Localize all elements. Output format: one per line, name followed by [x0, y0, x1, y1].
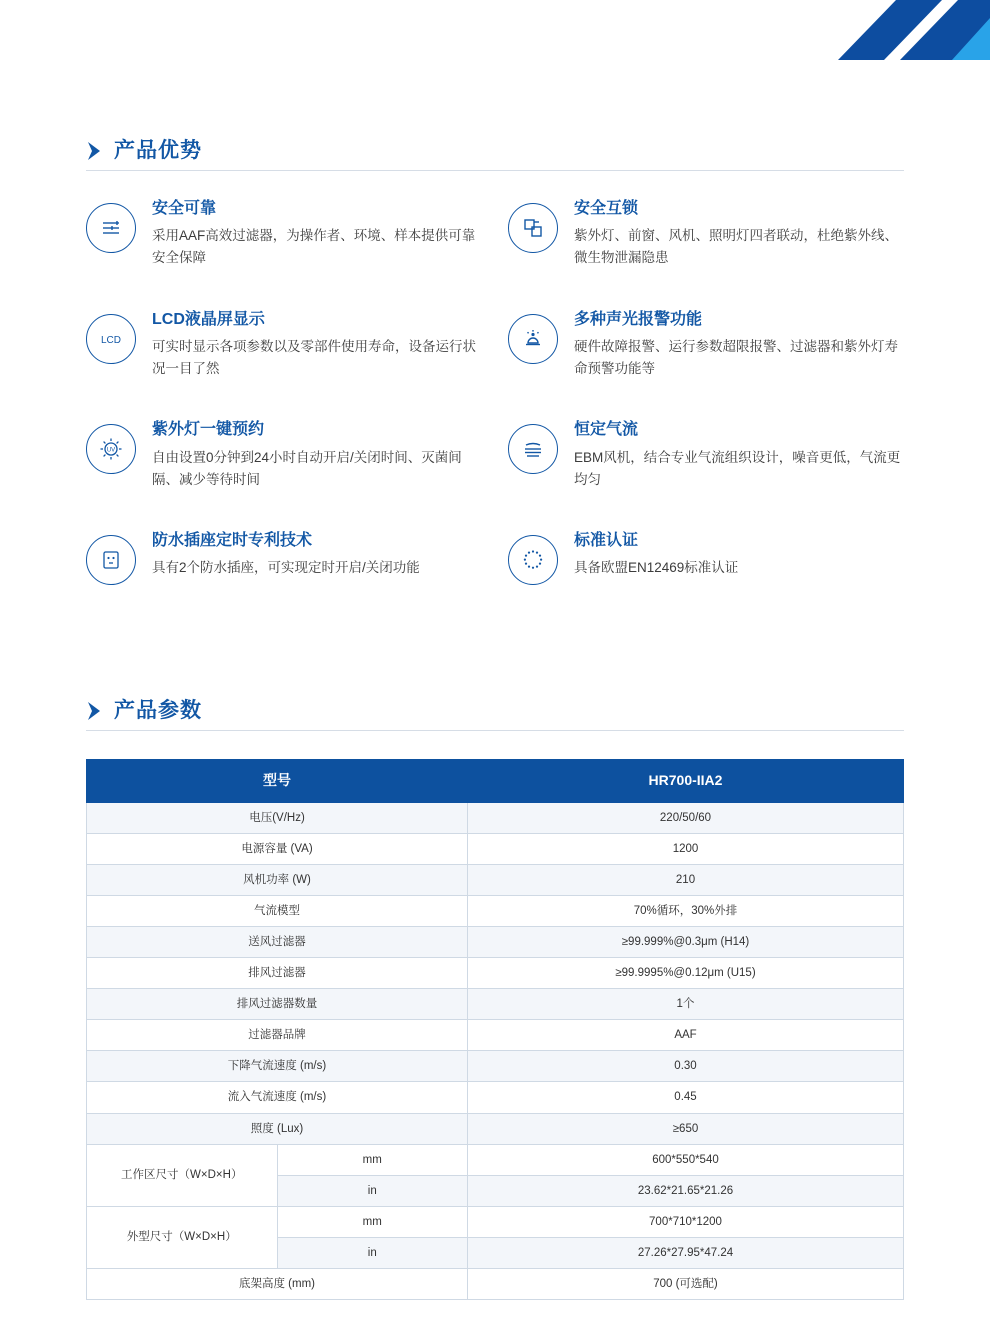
interlock-icon-glyph [521, 216, 545, 240]
advantage-text [152, 420, 482, 491]
advantage-text [574, 310, 904, 381]
row-label: 送风过滤器 [87, 926, 468, 957]
table-row [87, 958, 904, 989]
row-unit: in [277, 1237, 468, 1268]
corner-decoration [790, 0, 990, 60]
row-unit: mm [277, 1206, 468, 1237]
table-header-row [87, 760, 904, 803]
row-label: 照度 (Lux) [87, 1113, 468, 1144]
row-value: 1200 [468, 833, 904, 864]
parameters-section [86, 700, 904, 1300]
lcd-icon [86, 314, 136, 364]
table-row [87, 895, 904, 926]
table-row [87, 1020, 904, 1051]
filter-lines-icon-glyph [99, 216, 123, 240]
advantage-title: 标准认证 [574, 532, 639, 550]
table-row [87, 1082, 904, 1113]
table-row [87, 1113, 904, 1144]
advantage-title: 安全可靠 [152, 200, 217, 217]
row-value: 70%循环，30%外排 [468, 895, 904, 926]
advantage-item [86, 199, 482, 270]
advantage-item [86, 310, 482, 381]
table-head [87, 760, 904, 803]
parameters-heading [86, 700, 904, 731]
row-label: 风机功率 (W) [87, 864, 468, 895]
chevron-right-icon [86, 141, 104, 161]
advantage-desc: EBM风机，结合专业气流组织设计，噪音更低，气流更均匀 [574, 449, 901, 487]
advantage-text [152, 531, 482, 579]
advantage-item [86, 531, 482, 585]
advantage-item [508, 531, 904, 585]
row-value: AAF [468, 1020, 904, 1051]
table-row [87, 1206, 904, 1237]
corner-decoration-shapes [790, 0, 990, 60]
row-value: ≥99.999%@0.3μm (H14) [468, 926, 904, 957]
airflow-icon-glyph [521, 437, 545, 461]
uv-lamp-icon-glyph [98, 436, 124, 462]
advantage-desc: 采用AAF高效过滤器，为操作者、环境、样本提供可靠安全保障 [152, 228, 476, 266]
advantage-text [152, 310, 482, 381]
advantage-text [574, 199, 904, 270]
row-value: ≥650 [468, 1113, 904, 1144]
advantage-title: 多种声光报警功能 [574, 310, 703, 328]
row-label: 电源容量 (VA) [87, 833, 468, 864]
socket-icon [86, 535, 136, 585]
advantage-desc: 具有2个防水插座，可实现定时开启/关闭功能 [152, 560, 420, 576]
advantage-title: 安全互锁 [574, 200, 639, 217]
advantage-title: LCD液晶屏显示 [152, 310, 265, 328]
advantage-desc: 紫外灯、前窗、风机、照明灯四者联动，杜绝紫外线、微生物泄漏隐患 [574, 228, 898, 266]
advantage-desc: 具备欧盟EN12469标准认证 [574, 560, 739, 576]
row-label: 工作区尺寸（W×D×H） [87, 1144, 278, 1206]
advantage-text [574, 531, 904, 579]
row-label: 底架高度 (mm) [87, 1269, 468, 1300]
table-row [87, 1144, 904, 1175]
row-label: 流入气流速度 (m/s) [87, 1082, 468, 1113]
advantages-heading [86, 140, 904, 171]
row-value: 700*710*1200 [468, 1206, 904, 1237]
table-row [87, 833, 904, 864]
row-label: 排风过滤器数量 [87, 989, 468, 1020]
alarm-icon-glyph [521, 327, 545, 351]
advantage-item [86, 420, 482, 491]
table-header-value: HR700-IIA2 [468, 760, 904, 803]
advantage-title: 恒定气流 [574, 421, 639, 439]
advantage-item [508, 420, 904, 491]
advantages-grid [86, 199, 904, 585]
alarm-icon [508, 314, 558, 364]
advantage-desc: 可实时显示各项参数以及零部件使用寿命，设备运行状况一目了然 [152, 338, 476, 377]
table-row [87, 864, 904, 895]
row-value: 220/50/60 [468, 802, 904, 833]
advantage-item [508, 310, 904, 381]
airflow-icon [508, 424, 558, 474]
row-value: 23.62*21.65*21.26 [468, 1175, 904, 1206]
chevron-right-icon [86, 701, 104, 721]
svg-text:UV: UV [106, 448, 116, 455]
advantage-text [574, 420, 904, 491]
advantage-text [152, 199, 482, 270]
row-unit: mm [277, 1144, 468, 1175]
row-value: 0.30 [468, 1051, 904, 1082]
table-row [87, 1269, 904, 1300]
interlock-icon [508, 203, 558, 253]
table-row [87, 989, 904, 1020]
advantage-desc: 自由设置0分钟到24小时自动开启/关闭时间、灭菌间隔、减少等待时间 [152, 449, 462, 487]
filter-lines-icon [86, 203, 136, 253]
table-body [87, 802, 904, 1300]
advantage-item [508, 199, 904, 270]
row-value: 700 (可选配) [468, 1269, 904, 1300]
table-row [87, 1051, 904, 1082]
row-value: 600*550*540 [468, 1144, 904, 1175]
certification-icon [508, 535, 558, 585]
row-value: 1个 [468, 989, 904, 1020]
advantage-title: 紫外灯一键预约 [152, 421, 265, 439]
row-label: 气流模型 [87, 895, 468, 926]
advantages-title: 产品优势 [114, 139, 202, 162]
socket-icon-glyph [99, 548, 123, 572]
uv-lamp-icon [86, 424, 136, 474]
row-label: 排风过滤器 [87, 958, 468, 989]
table-row [87, 802, 904, 833]
row-value: 27.26*27.95*47.24 [468, 1237, 904, 1268]
table-row [87, 926, 904, 957]
parameters-title: 产品参数 [114, 699, 202, 722]
row-value: 210 [468, 864, 904, 895]
row-unit: in [277, 1175, 468, 1206]
row-label: 电压(V/Hz) [87, 802, 468, 833]
row-label: 下降气流速度 (m/s) [87, 1051, 468, 1082]
advantage-desc: 硬件故障报警、运行参数超限报警、过滤器和紫外灯寿命预警功能等 [574, 338, 898, 377]
table-header-model: 型号 [87, 760, 468, 803]
advantages-section [86, 140, 904, 585]
advantage-title: 防水插座定时专利技术 [152, 532, 313, 550]
row-value: 0.45 [468, 1082, 904, 1113]
certification-icon-glyph [520, 547, 546, 573]
row-label: 外型尺寸（W×D×H） [87, 1206, 278, 1268]
lcd-icon-glyph [91, 329, 131, 349]
row-label: 过滤器品牌 [87, 1020, 468, 1051]
parameters-table [86, 759, 904, 1300]
row-value: ≥99.9995%@0.12μm (U15) [468, 958, 904, 989]
svg-text:LCD: LCD [100, 334, 122, 346]
